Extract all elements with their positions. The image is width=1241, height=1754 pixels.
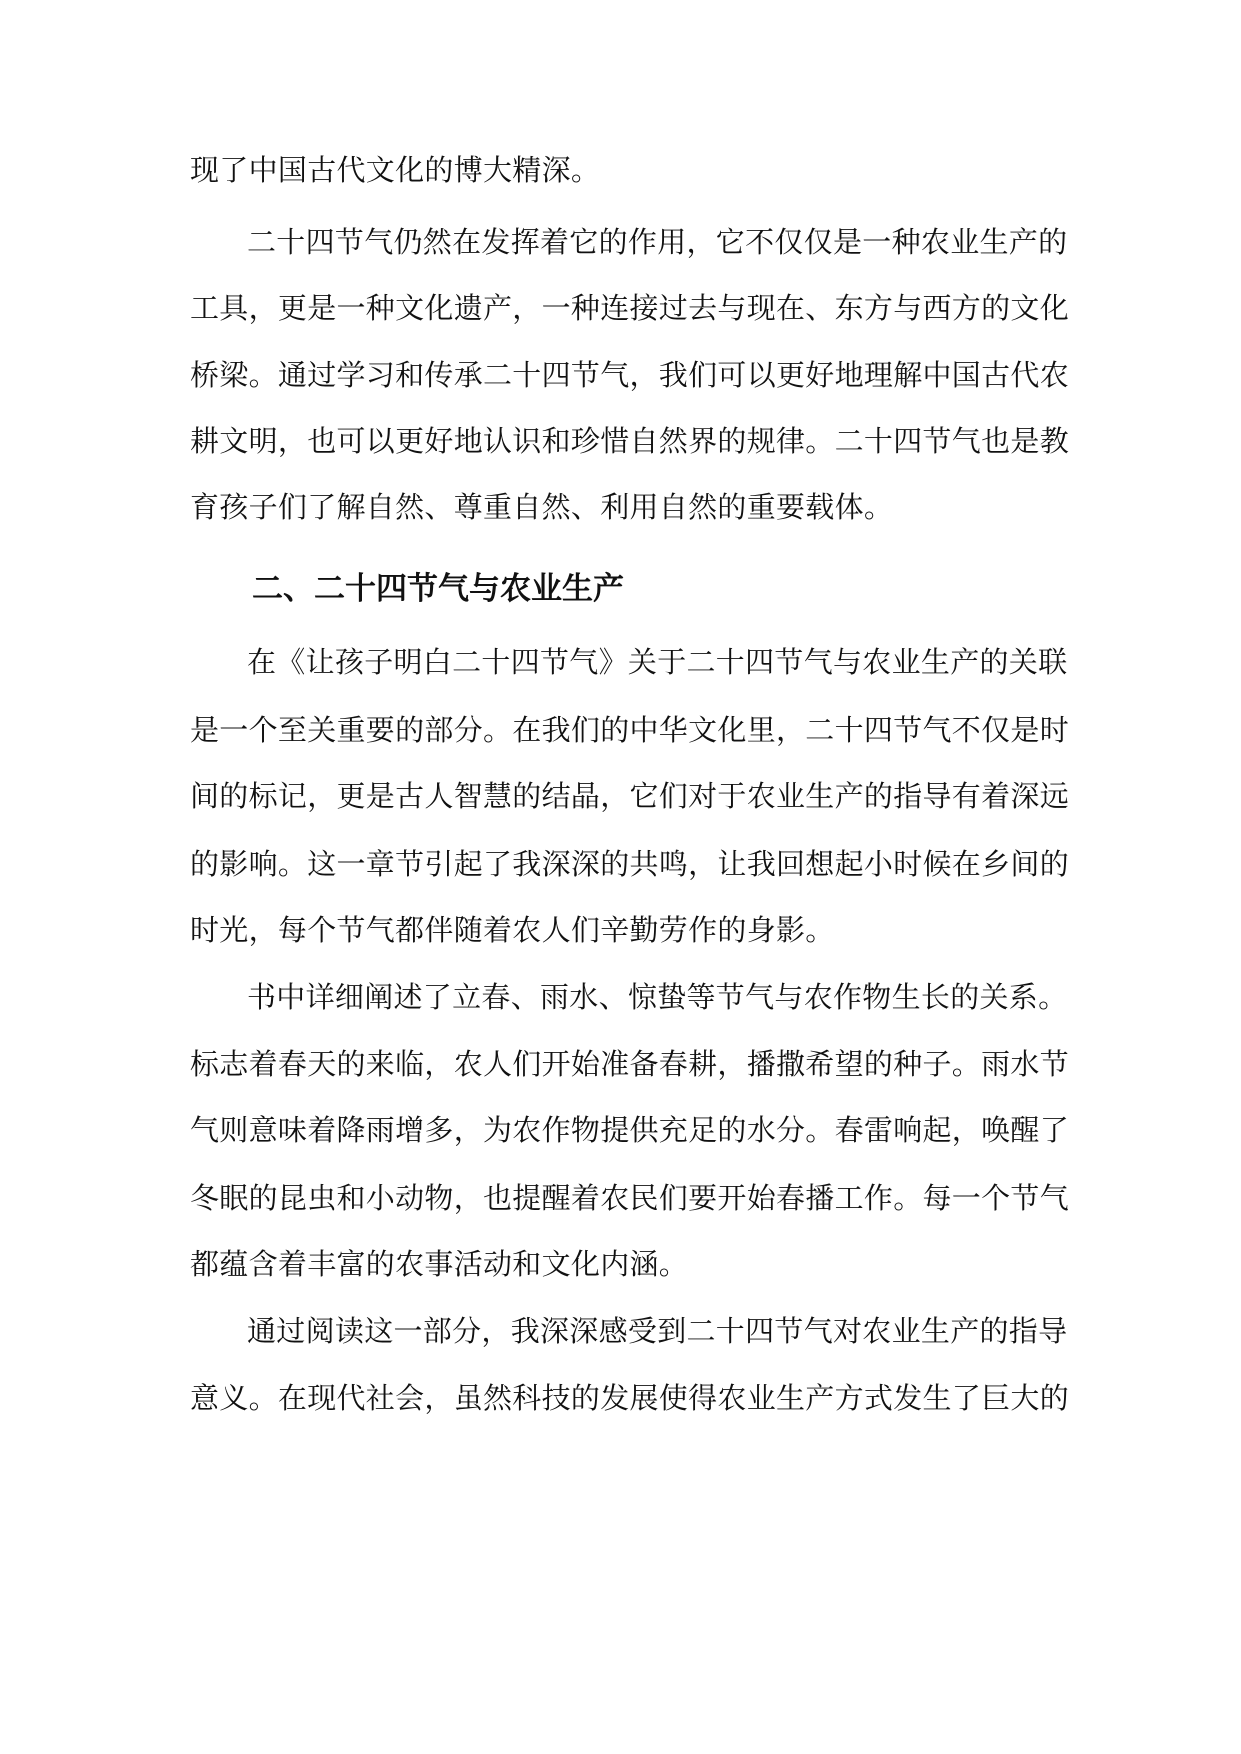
section-heading: 二、二十四节气与农业生产 [252, 571, 624, 607]
text-line: 现了中国古代文化的博大精深。 [190, 153, 601, 187]
text-line: 是一个至关重要的部分。在我们的中华文化里，二十四节气不仅是时 [190, 713, 1070, 747]
text-line: 气则意味着降雨增多，为农作物提供充足的水分。春雷响起，唤醒了 [190, 1113, 1070, 1147]
text-line: 意义。在现代社会，虽然科技的发展使得农业生产方式发生了巨大的 [190, 1381, 1070, 1415]
text-line: 冬眠的昆虫和小动物，也提醒着农民们要开始春播工作。每一个节气 [190, 1181, 1070, 1215]
text-line: 间的标记，更是古人智慧的结晶，它们对于农业生产的指导有着深远 [190, 779, 1070, 813]
paragraph-first-line: 通过阅读这一部分，我深深感受到二十四节气对农业生产的指导 [247, 1314, 1068, 1348]
text-line: 工具，更是一种文化遗产，一种连接过去与现在、东方与西方的文化 [190, 291, 1070, 325]
paragraph-first-line: 书中详细阐述了立春、雨水、惊蛰等节气与农作物生长的关系。 [247, 980, 1068, 1014]
text-line: 都蕴含着丰富的农事活动和文化内涵。 [190, 1247, 689, 1281]
paragraph-first-line: 在《让孩子明白二十四节气》关于二十四节气与农业生产的关联 [247, 645, 1068, 679]
text-line: 耕文明，也可以更好地认识和珍惜自然界的规律。二十四节气也是教 [190, 424, 1070, 458]
text-line: 的影响。这一章节引起了我深深的共鸣，让我回想起小时候在乡间的 [190, 847, 1070, 881]
text-line: 育孩子们了解自然、尊重自然、利用自然的重要载体。 [190, 490, 894, 524]
text-line: 桥梁。通过学习和传承二十四节气，我们可以更好地理解中国古代农 [190, 358, 1070, 392]
paragraph-first-line: 二十四节气仍然在发挥着它的作用，它不仅仅是一种农业生产的 [247, 225, 1068, 259]
text-line: 标志着春天的来临，农人们开始准备春耕，播撒希望的种子。雨水节 [190, 1047, 1070, 1081]
text-line: 时光，每个节气都伴随着农人们辛勤劳作的身影。 [190, 913, 835, 947]
